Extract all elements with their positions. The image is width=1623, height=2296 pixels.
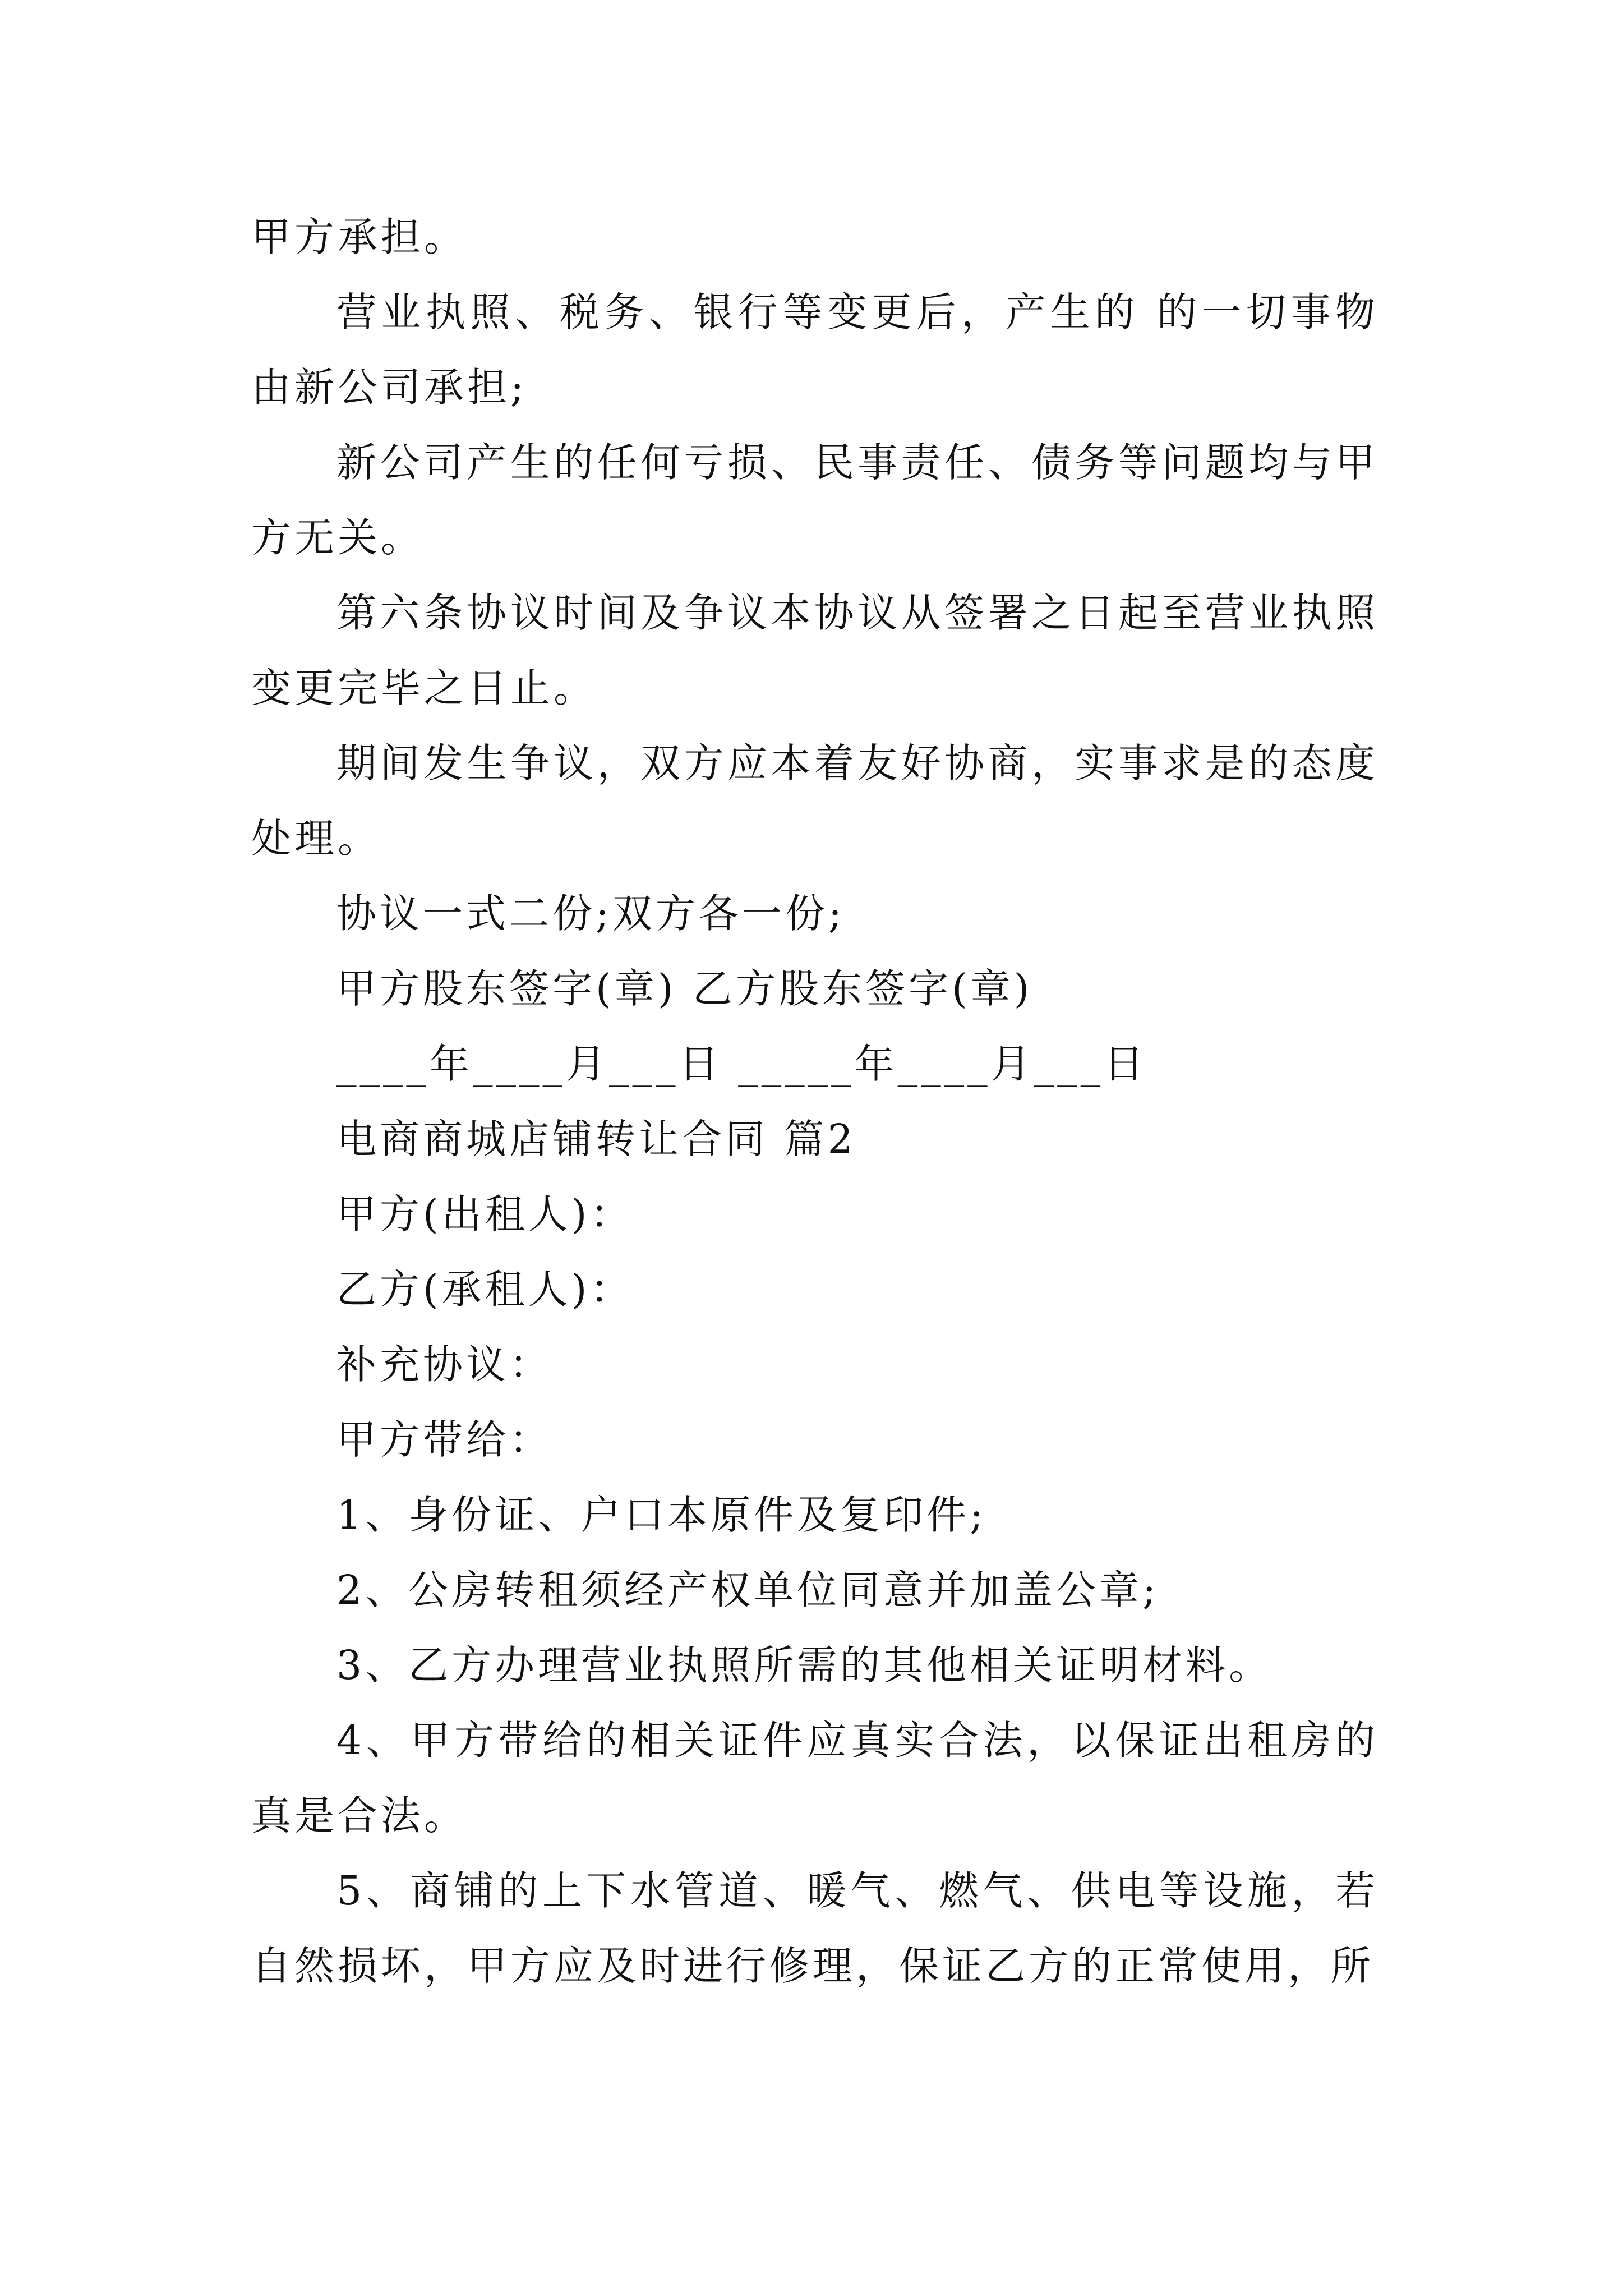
- list-item: 3、乙方办理营业执照所需的其他相关证明材料。: [336, 1642, 1272, 1688]
- section-heading: 电商商城店铺转让合同 篇2: [336, 1116, 856, 1162]
- party-a-field: 甲方(出租人)：: [336, 1191, 634, 1237]
- paragraph: 期间发生争议，双方应本着友好协商，实事求是的态度处理。: [251, 740, 1378, 862]
- list-item: 2、公房转租须经产权单位同意并加盖公章;: [336, 1567, 1160, 1613]
- paragraph: 协议一式二份;双方各一份;: [336, 890, 845, 937]
- list-item: 4、甲方带给的相关证件应真实合法，以保证出租房的真是合法。: [251, 1717, 1378, 1839]
- list-item: 1、身份证、户口本原件及复印件;: [336, 1492, 987, 1538]
- paragraph: 第六条协议时间及争议本协议从签署之日起至营业执照变更完毕之日止。: [251, 590, 1378, 711]
- paragraph: 补充协议：: [336, 1341, 553, 1388]
- list-item: 5、商铺的上下水管道、暖气、燃气、供电等设施，若自然损坏，甲方应及时进行修理，保证乙方的正常使用，所: [251, 1867, 1378, 1989]
- date-line: ____年____月___日 _____年____月___日: [336, 1041, 1147, 1087]
- signature-line: 甲方股东签字(章) 乙方股东签字(章): [336, 965, 1033, 1012]
- paragraph: 甲方带给：: [336, 1416, 553, 1463]
- paragraph: 新公司产生的任何亏损、民事责任、债务等问题均与甲方无关。: [251, 439, 1378, 561]
- party-b-field: 乙方(承租人)：: [336, 1266, 634, 1313]
- paragraph: 营业执照、税务、银行等变更后，产生的 的一切事物由新公司承担;: [251, 289, 1378, 411]
- document-body: [251, 200, 1378, 2004]
- paragraph: 甲方承担。: [251, 214, 468, 260]
